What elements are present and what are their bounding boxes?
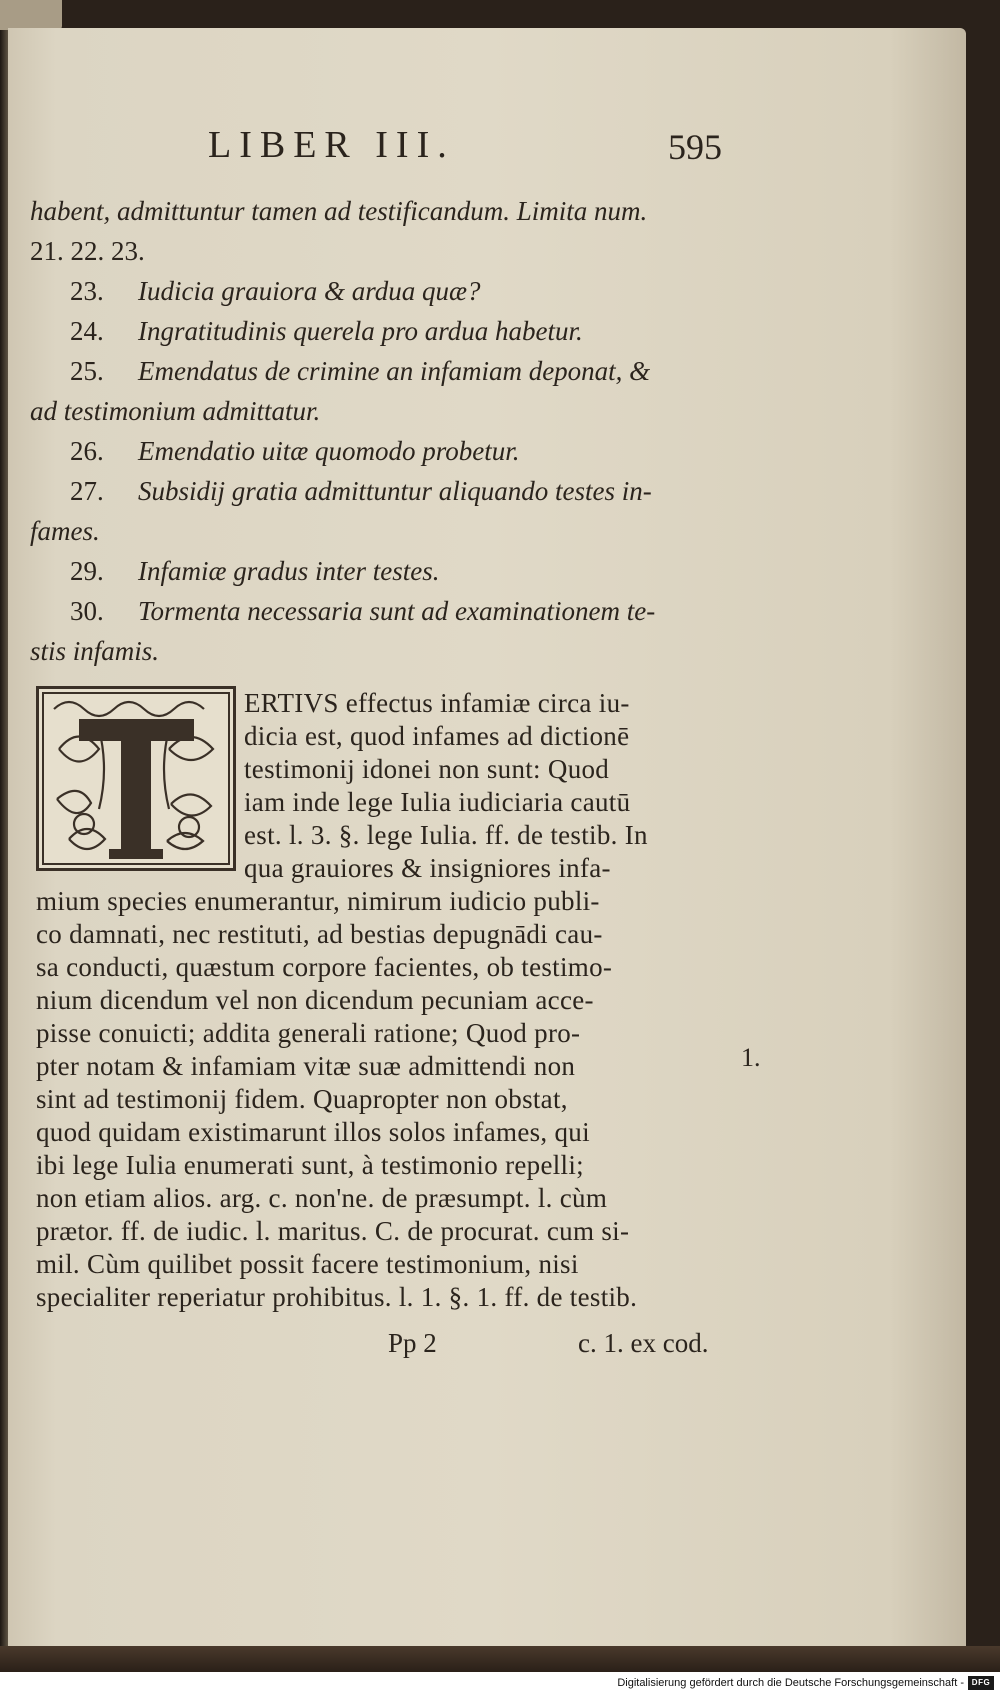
summary-line: ad testimonium admittatur. <box>30 396 321 426</box>
body-line: pisse conuicti; addita generali ratione; Quod pro- <box>36 1018 581 1048</box>
running-head: LIBER III. <box>208 124 455 166</box>
body-line: iam inde lege Iulia iudiciaria cautū <box>244 787 631 817</box>
body-line: testimonij idonei non sunt: Quod <box>244 754 610 784</box>
scan-bottom-edge <box>0 1646 1000 1672</box>
summary-line: 27. Subsidij gratia admittuntur aliquando testes in- <box>70 476 652 506</box>
body-line: mil. Cùm quilibet possit facere testimonium, nisi <box>36 1249 579 1279</box>
body-line: prætor. ff. de iudic. l. maritus. C. de procurat. cum si- <box>36 1216 630 1246</box>
summary-line: 21. 22. 23. <box>30 236 145 266</box>
page-number: 595 <box>668 127 722 167</box>
body-line: co damnati, nec restituti, ad bestias depugnādi cau- <box>36 919 603 949</box>
body-line: nium dicendum vel non dicendum pecuniam acce- <box>36 985 594 1015</box>
corner-tab <box>0 0 62 30</box>
body-line: est. l. 3. §. lege Iulia. ff. de testib. In <box>244 820 648 850</box>
floral-ornament-icon <box>39 689 233 868</box>
summary-line: 23. Iudicia grauiora & ardua quæ? <box>70 276 481 306</box>
body-line: sa conducti, quæstum corpore facientes, ob testimo- <box>36 952 613 982</box>
margin-note: 1. <box>741 1043 761 1072</box>
decorated-initial-t <box>36 686 236 871</box>
summary-line: habent, admittuntur tamen ad testificandum. Limita num. <box>30 196 648 226</box>
summary-line: 30. Tormenta necessaria sunt ad examinationem te- <box>70 596 656 626</box>
body-line: sint ad testimonij fidem. Quapropter non obstat, <box>36 1084 568 1114</box>
body-line: specialiter reperiatur prohibitus. l. 1. §. 1. ff. de testib. <box>36 1282 638 1312</box>
summary-line: fames. <box>30 516 100 546</box>
summary-line: 25. Emendatus de crimine an infamiam deponat, & <box>70 356 651 386</box>
body-line: quod quidam existimarunt illos solos infames, qui <box>36 1117 590 1147</box>
body-line: dicia est, quod infames ad dictionē <box>244 721 630 751</box>
body-line: ibi lege Iulia enumerati sunt, à testimonio repelli; <box>36 1150 584 1180</box>
summary-line: 24. Ingratitudinis querela pro ardua habetur. <box>70 316 583 346</box>
body-line: pter notam & infamiam vitæ suæ admittendi non <box>36 1051 576 1081</box>
body-line: mium species enumerantur, nimirum iudicio publi- <box>36 886 600 916</box>
summary-line: stis infamis. <box>30 636 160 666</box>
funding-notice: Digitalisierung gefördert durch die Deutsche Forschungsgemeinschaft - <box>617 1677 964 1689</box>
footer-bar <box>0 1672 1000 1695</box>
body-line: ERTIVS effectus infamiæ circa iu- <box>244 688 630 718</box>
body-line: non etiam alios. arg. c. non'ne. de præsumpt. l. cùm <box>36 1183 608 1213</box>
book-page <box>8 28 966 1646</box>
signature-mark: Pp 2 <box>388 1328 437 1358</box>
catchword: c. 1. ex cod. <box>578 1328 709 1358</box>
summary-line: 26. Emendatio uitæ quomodo probetur. <box>70 436 520 466</box>
dfg-logo: DFG <box>968 1676 994 1690</box>
summary-line: 29. Infamiæ gradus inter testes. <box>70 556 440 586</box>
body-line: qua grauiores & insigniores infa- <box>244 853 611 883</box>
